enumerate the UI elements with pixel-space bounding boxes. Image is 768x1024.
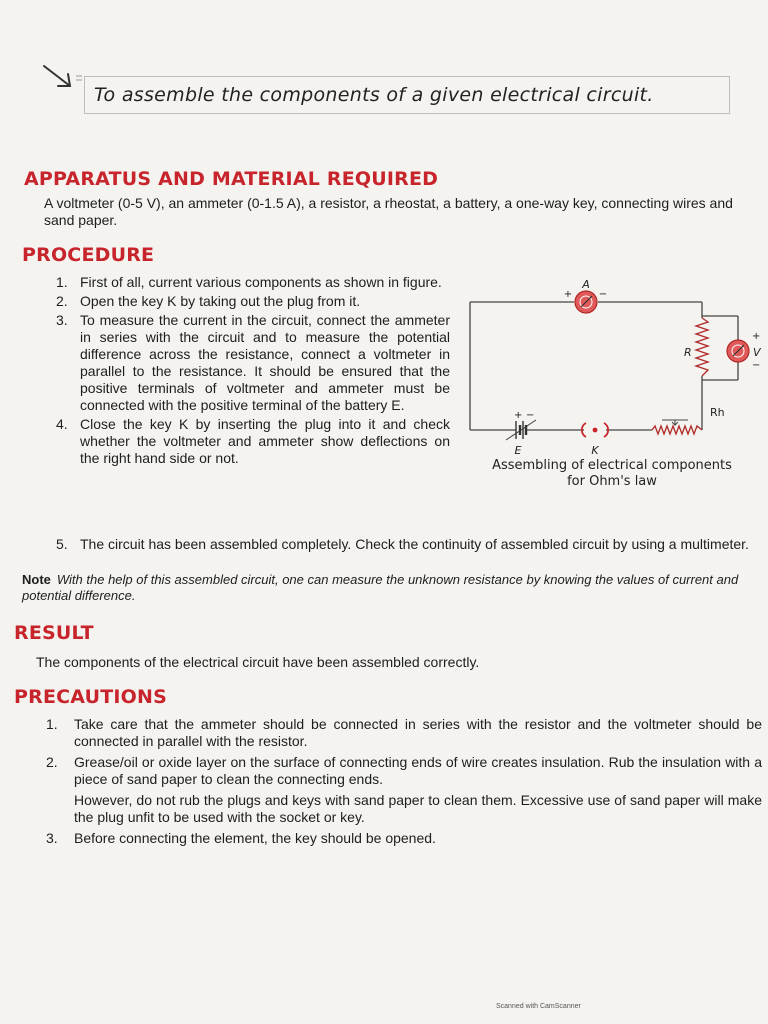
- battery-label: E: [514, 444, 522, 457]
- precaution-item-2-extra: However, do not rub the plugs and keys with sand paper to clean them. Excessive use of sand paper will make the plug unfit to be used with the socket or key.: [74, 792, 762, 825]
- procedure-item-text: The circuit has been assembled completely. Check the continuity of assembled circuit by using a multimeter.: [80, 536, 749, 552]
- figure-caption-line-1: Assembling of electrical components: [492, 458, 732, 473]
- procedure-item-4: [50, 416, 450, 467]
- procedure-item-text: Close the key K by inserting the plug into it and check whether the voltmeter and ammeter show deflections on the right hand side or not.: [80, 416, 450, 466]
- voltmeter-minus-label: −: [752, 360, 761, 371]
- precaution-item-text: Grease/oil or oxide layer on the surface of connecting ends of wire creates insulation. Rub the insulation with a piece of sand paper to clean the connecting ends.: [74, 754, 762, 787]
- ammeter-label: A: [582, 278, 590, 291]
- precautions-list: [44, 716, 762, 851]
- key-label: K: [591, 444, 599, 457]
- result-heading: RESULT: [14, 622, 94, 644]
- apparatus-text: A voltmeter (0-5 V), an ammeter (0-1.5 A), a resistor, a rheostat, a battery, a one-way key, connecting wires and sand paper.: [44, 195, 733, 228]
- precaution-item-text: Take care that the ammeter should be connected in series with the resistor and the voltmeter should be connected in parallel with the resistor.: [74, 716, 762, 749]
- precautions-heading: PRECAUTIONS: [14, 686, 167, 708]
- precaution-item-2: [44, 754, 762, 788]
- note-text: With the help of this assembled circuit, one can measure the unknown resistance by knowing the values of current and potential difference.: [22, 572, 739, 603]
- procedure-item-3: [50, 312, 450, 414]
- voltmeter-label: V: [753, 346, 761, 359]
- key-symbol: [582, 423, 608, 437]
- procedure-item-1: [50, 274, 450, 291]
- precaution-item-number: 1.: [46, 716, 58, 732]
- note-label: Note: [22, 572, 51, 587]
- voltmeter-symbol: [727, 340, 749, 362]
- procedure-item-text: To measure the current in the circuit, connect the ammeter in series with the circuit and to measure the potential difference across the resistance, connect a voltmeter in parallel to the resistance. It should be ensured that the positive terminals of voltmeter and ammeter must be connected with the positive terminal of the battery E.: [80, 312, 450, 413]
- resistor-symbol: [696, 318, 708, 376]
- procedure-list: [50, 274, 450, 469]
- procedure-item-5: [50, 536, 762, 553]
- procedure-item-number: 1.: [56, 274, 68, 290]
- rheostat-symbol: [652, 420, 702, 434]
- battery-plus-label: +: [514, 410, 523, 421]
- precaution-item-number: 2.: [46, 754, 58, 770]
- arrow-mark-icon: [40, 62, 84, 94]
- precaution-item-number: 3.: [46, 830, 58, 846]
- procedure-item-number: 2.: [56, 293, 68, 309]
- precaution-item-1: [44, 716, 762, 750]
- apparatus-heading: APPARATUS AND MATERIAL REQUIRED: [24, 168, 439, 190]
- procedure-heading: PROCEDURE: [22, 244, 155, 266]
- figure-caption-line-2: for Ohm's law: [567, 474, 657, 489]
- procedure-item-number: 4.: [56, 416, 68, 432]
- procedure-item-text: First of all, current various components as shown in figure.: [80, 274, 442, 290]
- battery-minus-label: −: [526, 410, 535, 421]
- scanner-footer: Scanned with CamScanner: [496, 1003, 581, 1010]
- ammeter-symbol: [575, 291, 597, 313]
- procedure-item-text: Open the key K by taking out the plug from it.: [80, 293, 361, 309]
- ammeter-minus-label: −: [598, 289, 608, 300]
- procedure-item-number: 5.: [56, 536, 68, 552]
- precaution-item-text: Before connecting the element, the key should be opened.: [74, 830, 436, 846]
- rheostat-label: Rh: [710, 406, 725, 419]
- figure-caption: [462, 458, 762, 490]
- aim-title: To assemble the components of a given electrical circuit.: [94, 84, 654, 106]
- procedure-item-2: [50, 293, 450, 310]
- precaution-item-3: [44, 830, 762, 847]
- procedure-item-number: 3.: [56, 312, 68, 328]
- resistor-label: R: [684, 346, 692, 359]
- voltmeter-plus-label: +: [752, 331, 761, 342]
- note: [22, 572, 764, 604]
- result-text: The components of the electrical circuit have been assembled correctly.: [36, 654, 480, 670]
- ammeter-plus-label: +: [563, 289, 573, 300]
